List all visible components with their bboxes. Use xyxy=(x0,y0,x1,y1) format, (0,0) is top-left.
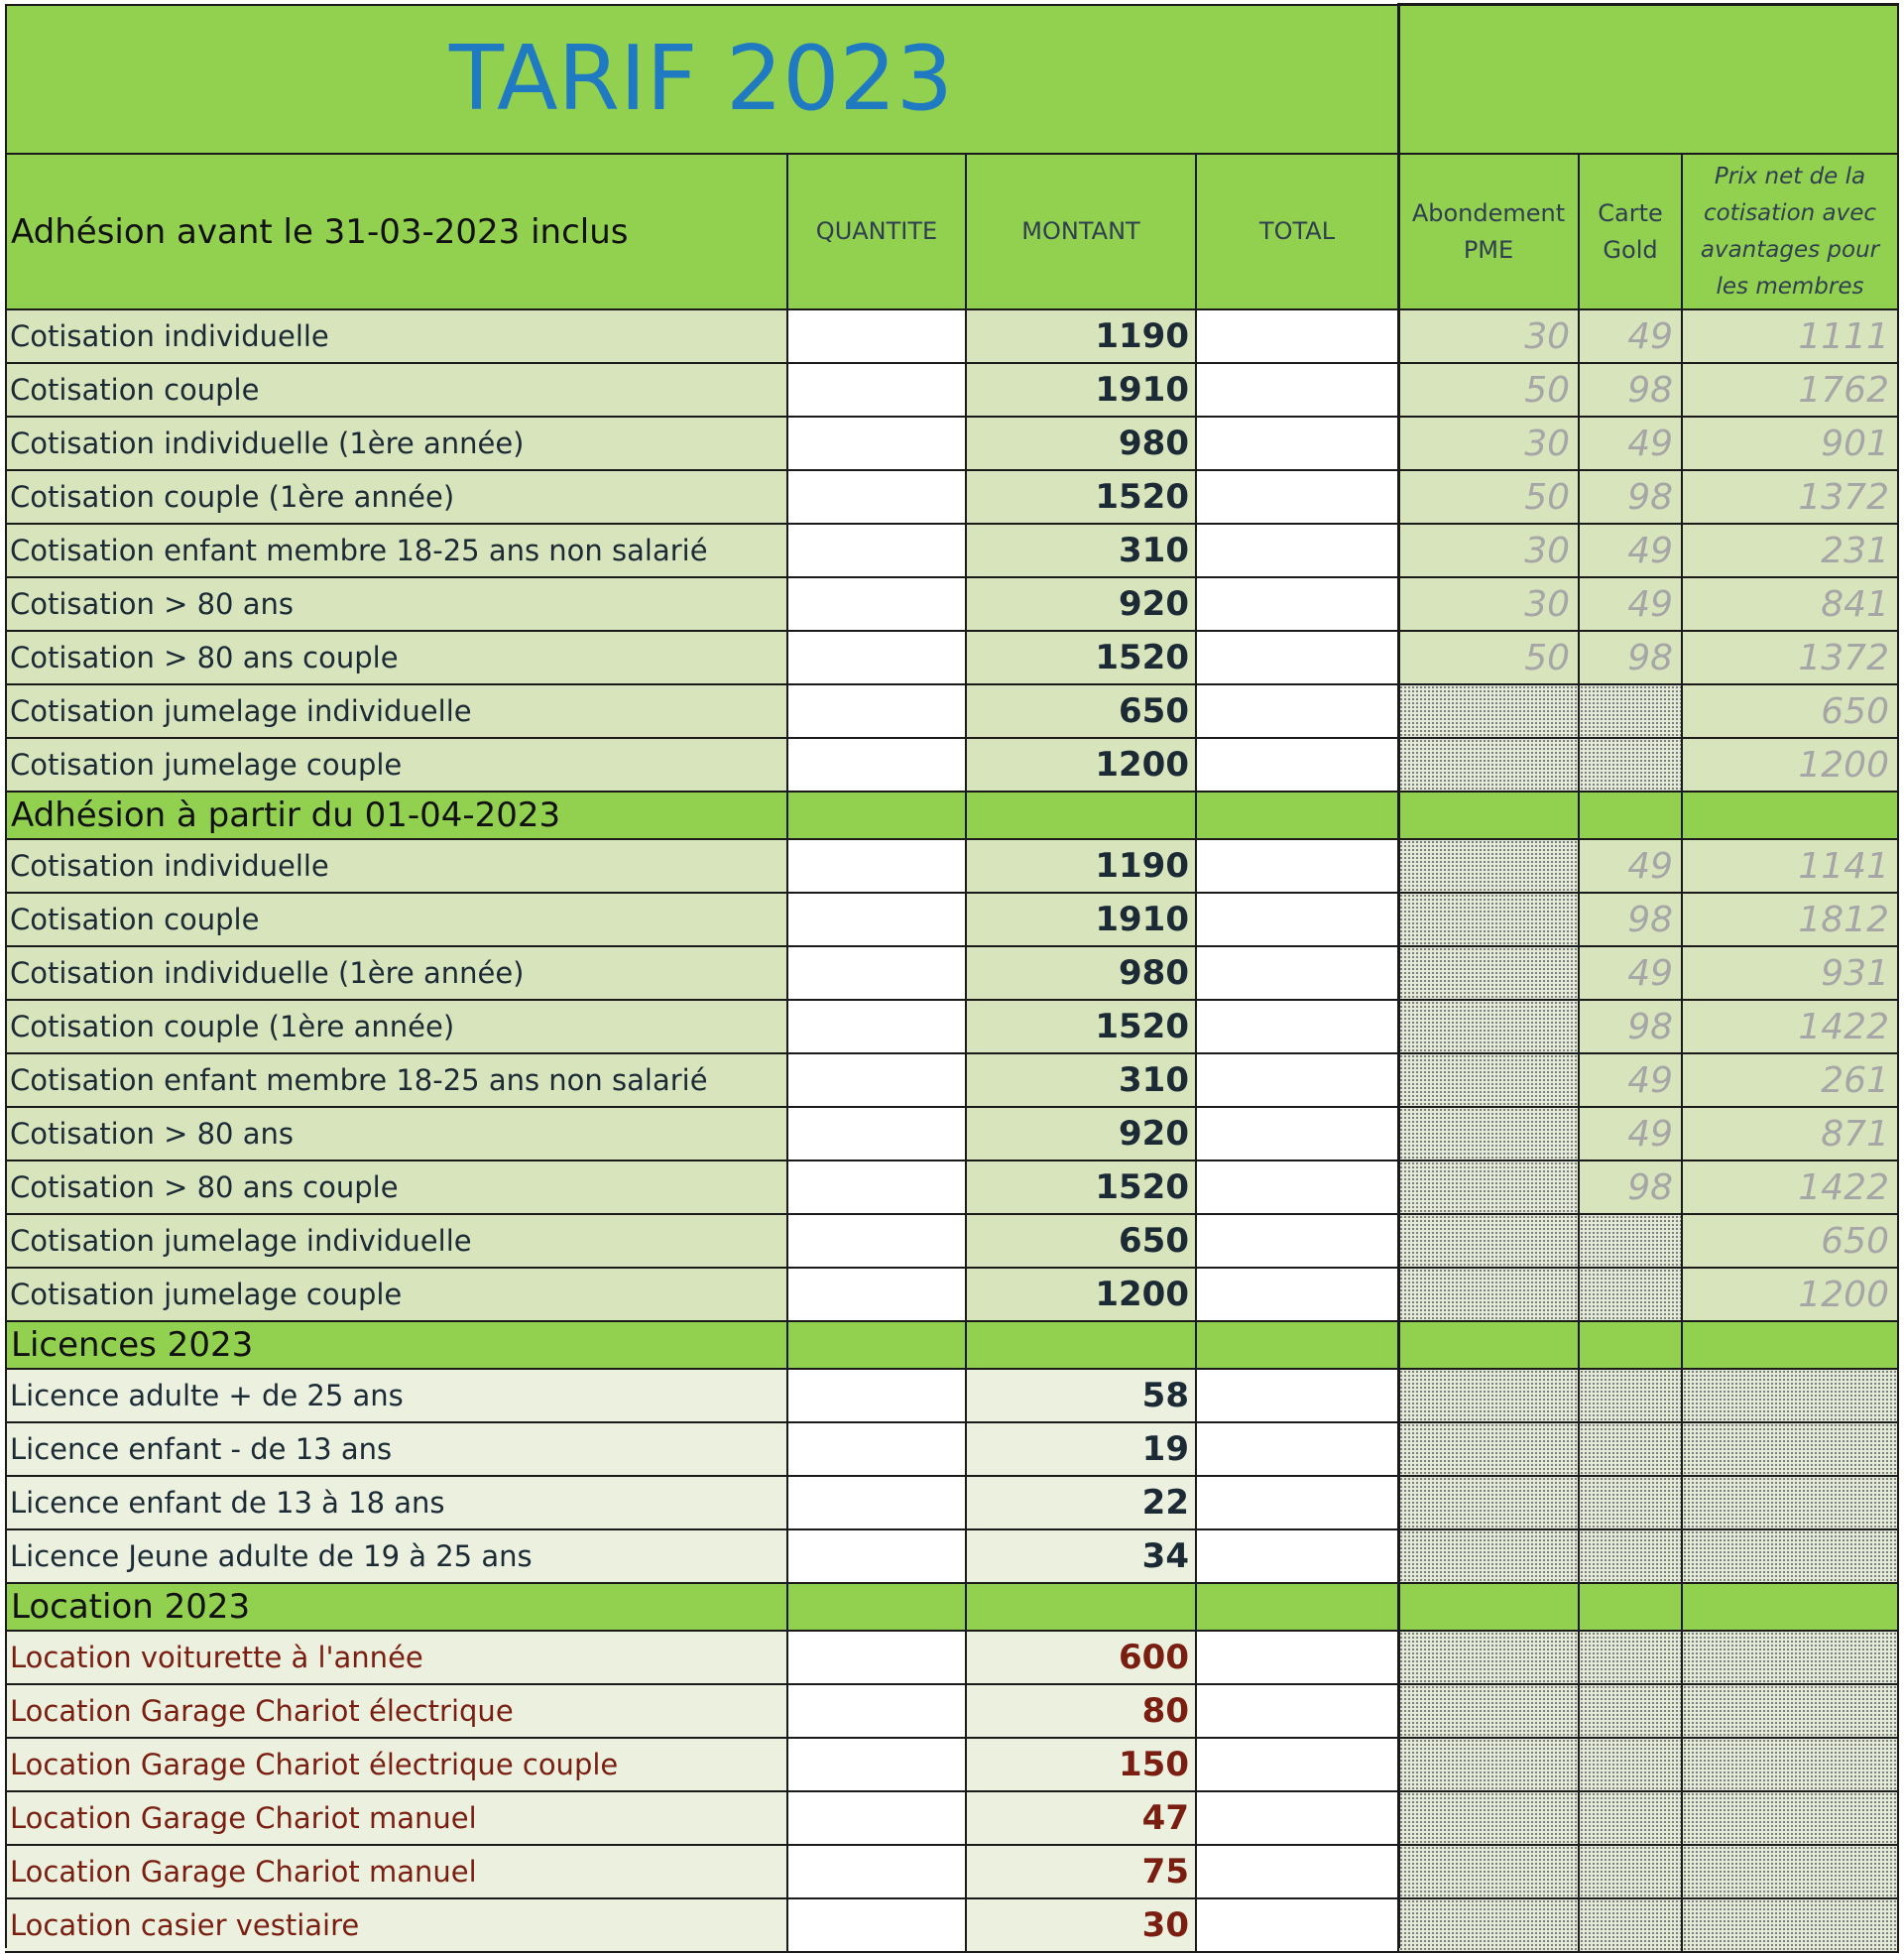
prix-net-na xyxy=(1683,1739,1899,1792)
carte-gold-na xyxy=(1580,1792,1683,1846)
row-label: Cotisation jumelage individuelle xyxy=(5,1215,788,1269)
abondement-pme-na xyxy=(1399,1269,1580,1322)
row-montant: 920 xyxy=(967,1108,1197,1161)
prix-net-value: 871 xyxy=(1683,1108,1899,1161)
total-cell[interactable] xyxy=(1197,1108,1399,1161)
section-title-filler xyxy=(1683,1322,1899,1370)
total-cell[interactable] xyxy=(1197,578,1399,632)
abondement-pme-na xyxy=(1399,894,1580,947)
row-label: Cotisation individuelle (1ère année) xyxy=(5,418,788,471)
abondement-pme-na xyxy=(1399,1054,1580,1108)
section-title-filler xyxy=(1197,1584,1399,1632)
quantity-input[interactable] xyxy=(788,1269,967,1322)
section-title: Licences 2023 xyxy=(5,1322,788,1370)
quantity-input[interactable] xyxy=(788,1001,967,1054)
abondement-pme-value: 50 xyxy=(1399,364,1580,418)
carte-gold-value: 49 xyxy=(1580,578,1683,632)
column-header-prix-net: Prix net de la cotisation avec avantages pour les membres xyxy=(1683,155,1899,310)
row-montant: 150 xyxy=(967,1739,1197,1792)
page-title: TARIF 2023 xyxy=(5,4,1399,155)
section-title-filler xyxy=(967,793,1197,840)
prix-net-na xyxy=(1683,1423,1899,1477)
carte-gold-value: 49 xyxy=(1580,1108,1683,1161)
section-title-filler xyxy=(967,1322,1197,1370)
quantity-input[interactable] xyxy=(788,1530,967,1584)
prix-net-value: 1200 xyxy=(1683,739,1899,793)
prix-net-value: 1422 xyxy=(1683,1161,1899,1215)
abondement-pme-na xyxy=(1399,1423,1580,1477)
total-cell[interactable] xyxy=(1197,1792,1399,1846)
quantity-input[interactable] xyxy=(788,1739,967,1792)
divider-top-right xyxy=(1397,3,1899,6)
abondement-pme-value: 30 xyxy=(1399,418,1580,471)
row-montant: 30 xyxy=(967,1899,1197,1953)
section-title-filler xyxy=(1580,1584,1683,1632)
row-label: Cotisation > 80 ans xyxy=(5,1108,788,1161)
total-cell[interactable] xyxy=(1197,1739,1399,1792)
abondement-pme-value: 30 xyxy=(1399,310,1580,364)
title-right-blank xyxy=(1399,4,1899,155)
carte-gold-value: 98 xyxy=(1580,1161,1683,1215)
carte-gold-value: 49 xyxy=(1580,310,1683,364)
total-cell[interactable] xyxy=(1197,739,1399,793)
total-cell[interactable] xyxy=(1197,1054,1399,1108)
carte-gold-value: 98 xyxy=(1580,632,1683,685)
prix-net-value: 1141 xyxy=(1683,840,1899,894)
prix-net-na xyxy=(1683,1370,1899,1423)
abondement-pme-na xyxy=(1399,1846,1580,1899)
row-montant: 58 xyxy=(967,1370,1197,1423)
section-title-filler xyxy=(1580,1322,1683,1370)
prix-net-value: 231 xyxy=(1683,525,1899,578)
quantity-input[interactable] xyxy=(788,471,967,525)
prix-net-value: 261 xyxy=(1683,1054,1899,1108)
prix-net-value: 931 xyxy=(1683,947,1899,1001)
tarif-sheet xyxy=(5,4,1899,1948)
row-montant: 980 xyxy=(967,947,1197,1001)
row-montant: 1190 xyxy=(967,840,1197,894)
row-label: Cotisation couple (1ère année) xyxy=(5,1001,788,1054)
divider-vertical xyxy=(1397,4,1400,1948)
prix-net-value: 650 xyxy=(1683,685,1899,739)
prix-net-na xyxy=(1683,1477,1899,1530)
section-title-filler xyxy=(1399,793,1580,840)
section-title-filler xyxy=(1197,1322,1399,1370)
total-cell[interactable] xyxy=(1197,310,1399,364)
carte-gold-na xyxy=(1580,1739,1683,1792)
row-label: Cotisation > 80 ans xyxy=(5,578,788,632)
abondement-pme-na xyxy=(1399,1739,1580,1792)
quantity-input[interactable] xyxy=(788,1054,967,1108)
abondement-pme-na xyxy=(1399,947,1580,1001)
row-montant: 1520 xyxy=(967,1001,1197,1054)
row-montant: 920 xyxy=(967,578,1197,632)
section-title-filler xyxy=(1683,793,1899,840)
row-montant: 310 xyxy=(967,1054,1197,1108)
total-cell[interactable] xyxy=(1197,840,1399,894)
abondement-pme-na xyxy=(1399,1899,1580,1953)
row-montant: 600 xyxy=(967,1632,1197,1685)
abondement-pme-na xyxy=(1399,1632,1580,1685)
row-label: Cotisation individuelle xyxy=(5,840,788,894)
carte-gold-na xyxy=(1580,1632,1683,1685)
row-montant: 1200 xyxy=(967,1269,1197,1322)
carte-gold-na xyxy=(1580,739,1683,793)
row-label: Cotisation jumelage individuelle xyxy=(5,685,788,739)
row-label: Location casier vestiaire xyxy=(5,1899,788,1953)
row-montant: 650 xyxy=(967,1215,1197,1269)
row-montant: 47 xyxy=(967,1792,1197,1846)
total-cell[interactable] xyxy=(1197,1215,1399,1269)
quantity-input[interactable] xyxy=(788,1423,967,1477)
column-header-montant: MONTANT xyxy=(967,155,1197,310)
row-label: Licence enfant - de 13 ans xyxy=(5,1423,788,1477)
carte-gold-value: 49 xyxy=(1580,947,1683,1001)
quantity-input[interactable] xyxy=(788,1370,967,1423)
carte-gold-na xyxy=(1580,1269,1683,1322)
row-montant: 1910 xyxy=(967,364,1197,418)
row-montant: 980 xyxy=(967,418,1197,471)
carte-gold-value: 49 xyxy=(1580,525,1683,578)
row-montant: 34 xyxy=(967,1530,1197,1584)
carte-gold-na xyxy=(1580,1215,1683,1269)
quantity-input[interactable] xyxy=(788,1899,967,1953)
total-cell[interactable] xyxy=(1197,525,1399,578)
section-header-adhesion-avant: Adhésion avant le 31-03-2023 inclus xyxy=(5,155,788,310)
row-montant: 1200 xyxy=(967,739,1197,793)
row-montant: 22 xyxy=(967,1477,1197,1530)
quantity-input[interactable] xyxy=(788,1685,967,1739)
prix-net-na xyxy=(1683,1792,1899,1846)
prix-net-na xyxy=(1683,1899,1899,1953)
row-label: Cotisation individuelle (1ère année) xyxy=(5,947,788,1001)
section-title-filler xyxy=(1197,793,1399,840)
abondement-pme-na xyxy=(1399,685,1580,739)
total-cell[interactable] xyxy=(1197,1899,1399,1953)
total-cell[interactable] xyxy=(1197,685,1399,739)
prix-net-value: 901 xyxy=(1683,418,1899,471)
abondement-pme-na xyxy=(1399,1685,1580,1739)
column-header-quantite: QUANTITE xyxy=(788,155,967,310)
section-title-filler xyxy=(967,1584,1197,1632)
total-cell[interactable] xyxy=(1197,1370,1399,1423)
quantity-input[interactable] xyxy=(788,894,967,947)
abondement-pme-na xyxy=(1399,1161,1580,1215)
row-label: Location Garage Chariot électrique couple xyxy=(5,1739,788,1792)
quantity-input[interactable] xyxy=(788,1792,967,1846)
prix-net-na xyxy=(1683,1632,1899,1685)
total-cell[interactable] xyxy=(1197,1423,1399,1477)
carte-gold-na xyxy=(1580,1685,1683,1739)
abondement-pme-na xyxy=(1399,1370,1580,1423)
row-label: Licence enfant de 13 à 18 ans xyxy=(5,1477,788,1530)
total-cell[interactable] xyxy=(1197,947,1399,1001)
prix-net-value: 1372 xyxy=(1683,632,1899,685)
row-label: Location Garage Chariot électrique xyxy=(5,1685,788,1739)
total-cell[interactable] xyxy=(1197,471,1399,525)
carte-gold-value: 49 xyxy=(1580,840,1683,894)
row-label: Licence Jeune adulte de 19 à 25 ans xyxy=(5,1530,788,1584)
section-title-filler xyxy=(1399,1584,1580,1632)
abondement-pme-value: 50 xyxy=(1399,471,1580,525)
row-montant: 80 xyxy=(967,1685,1197,1739)
abondement-pme-na xyxy=(1399,739,1580,793)
total-cell[interactable] xyxy=(1197,1530,1399,1584)
carte-gold-value: 49 xyxy=(1580,1054,1683,1108)
row-montant: 75 xyxy=(967,1846,1197,1899)
carte-gold-na xyxy=(1580,1530,1683,1584)
prix-net-value: 1372 xyxy=(1683,471,1899,525)
carte-gold-na xyxy=(1580,1846,1683,1899)
row-label: Cotisation > 80 ans couple xyxy=(5,1161,788,1215)
quantity-input[interactable] xyxy=(788,310,967,364)
carte-gold-na xyxy=(1580,685,1683,739)
section-title-filler xyxy=(788,793,967,840)
total-cell[interactable] xyxy=(1197,1001,1399,1054)
row-montant: 310 xyxy=(967,525,1197,578)
row-montant: 1520 xyxy=(967,471,1197,525)
row-label: Cotisation enfant membre 18-25 ans non salarié xyxy=(5,525,788,578)
total-cell[interactable] xyxy=(1197,364,1399,418)
section-title-filler xyxy=(1683,1584,1899,1632)
section-title: Location 2023 xyxy=(5,1584,788,1632)
total-cell[interactable] xyxy=(1197,894,1399,947)
quantity-input[interactable] xyxy=(788,418,967,471)
section-title-filler xyxy=(788,1322,967,1370)
quantity-input[interactable] xyxy=(788,525,967,578)
prix-net-value: 1422 xyxy=(1683,1001,1899,1054)
row-label: Location Garage Chariot manuel xyxy=(5,1846,788,1899)
abondement-pme-na xyxy=(1399,1215,1580,1269)
prix-net-value: 1111 xyxy=(1683,310,1899,364)
section-title-filler xyxy=(1399,1322,1580,1370)
quantity-input[interactable] xyxy=(788,1108,967,1161)
section-title-filler xyxy=(788,1584,967,1632)
abondement-pme-na xyxy=(1399,840,1580,894)
total-cell[interactable] xyxy=(1197,418,1399,471)
carte-gold-na xyxy=(1580,1423,1683,1477)
abondement-pme-value: 30 xyxy=(1399,578,1580,632)
total-cell[interactable] xyxy=(1197,1477,1399,1530)
total-cell[interactable] xyxy=(1197,1269,1399,1322)
quantity-input[interactable] xyxy=(788,578,967,632)
quantity-input[interactable] xyxy=(788,1161,967,1215)
quantity-input[interactable] xyxy=(788,364,967,418)
quantity-input[interactable] xyxy=(788,1477,967,1530)
prix-net-value: 650 xyxy=(1683,1215,1899,1269)
quantity-input[interactable] xyxy=(788,739,967,793)
abondement-pme-na xyxy=(1399,1477,1580,1530)
row-montant: 1190 xyxy=(967,310,1197,364)
quantity-input[interactable] xyxy=(788,685,967,739)
row-label: Cotisation jumelage couple xyxy=(5,739,788,793)
row-label: Cotisation couple xyxy=(5,364,788,418)
row-montant: 19 xyxy=(967,1423,1197,1477)
prix-net-na xyxy=(1683,1846,1899,1899)
row-label: Cotisation couple xyxy=(5,894,788,947)
row-label: Cotisation > 80 ans couple xyxy=(5,632,788,685)
prix-net-value: 1200 xyxy=(1683,1269,1899,1322)
prix-net-na xyxy=(1683,1685,1899,1739)
carte-gold-value: 49 xyxy=(1580,418,1683,471)
abondement-pme-na xyxy=(1399,1792,1580,1846)
row-montant: 650 xyxy=(967,685,1197,739)
row-montant: 1520 xyxy=(967,632,1197,685)
total-cell[interactable] xyxy=(1197,1161,1399,1215)
prix-net-na xyxy=(1683,1530,1899,1584)
carte-gold-value: 98 xyxy=(1580,471,1683,525)
column-header-total: TOTAL xyxy=(1197,155,1399,310)
abondement-pme-value: 30 xyxy=(1399,525,1580,578)
row-montant: 1520 xyxy=(967,1161,1197,1215)
carte-gold-na xyxy=(1580,1370,1683,1423)
section-title-filler xyxy=(1580,793,1683,840)
prix-net-value: 1762 xyxy=(1683,364,1899,418)
total-cell[interactable] xyxy=(1197,1632,1399,1685)
abondement-pme-value: 50 xyxy=(1399,632,1580,685)
section-title: Adhésion à partir du 01-04-2023 xyxy=(5,793,788,840)
abondement-pme-na xyxy=(1399,1001,1580,1054)
abondement-pme-na xyxy=(1399,1530,1580,1584)
total-cell[interactable] xyxy=(1197,1846,1399,1899)
carte-gold-na xyxy=(1580,1899,1683,1953)
quantity-input[interactable] xyxy=(788,1632,967,1685)
row-label: Cotisation couple (1ère année) xyxy=(5,471,788,525)
total-cell[interactable] xyxy=(1197,632,1399,685)
quantity-input[interactable] xyxy=(788,840,967,894)
row-label: Cotisation enfant membre 18-25 ans non salarié xyxy=(5,1054,788,1108)
column-header-carte-gold: Carte Gold xyxy=(1580,155,1683,310)
row-montant: 1910 xyxy=(967,894,1197,947)
carte-gold-value: 98 xyxy=(1580,364,1683,418)
row-label: Licence adulte + de 25 ans xyxy=(5,1370,788,1423)
total-cell[interactable] xyxy=(1197,1685,1399,1739)
row-label: Location voiturette à l'année xyxy=(5,1632,788,1685)
column-header-abondement-pme: Abondement PME xyxy=(1399,155,1580,310)
abondement-pme-na xyxy=(1399,1108,1580,1161)
quantity-input[interactable] xyxy=(788,632,967,685)
row-label: Cotisation individuelle xyxy=(5,310,788,364)
prix-net-value: 841 xyxy=(1683,578,1899,632)
row-label: Cotisation jumelage couple xyxy=(5,1269,788,1322)
row-label: Location Garage Chariot manuel xyxy=(5,1792,788,1846)
quantity-input[interactable] xyxy=(788,1846,967,1899)
carte-gold-value: 98 xyxy=(1580,1001,1683,1054)
quantity-input[interactable] xyxy=(788,1215,967,1269)
carte-gold-value: 98 xyxy=(1580,894,1683,947)
prix-net-value: 1812 xyxy=(1683,894,1899,947)
carte-gold-na xyxy=(1580,1477,1683,1530)
quantity-input[interactable] xyxy=(788,947,967,1001)
